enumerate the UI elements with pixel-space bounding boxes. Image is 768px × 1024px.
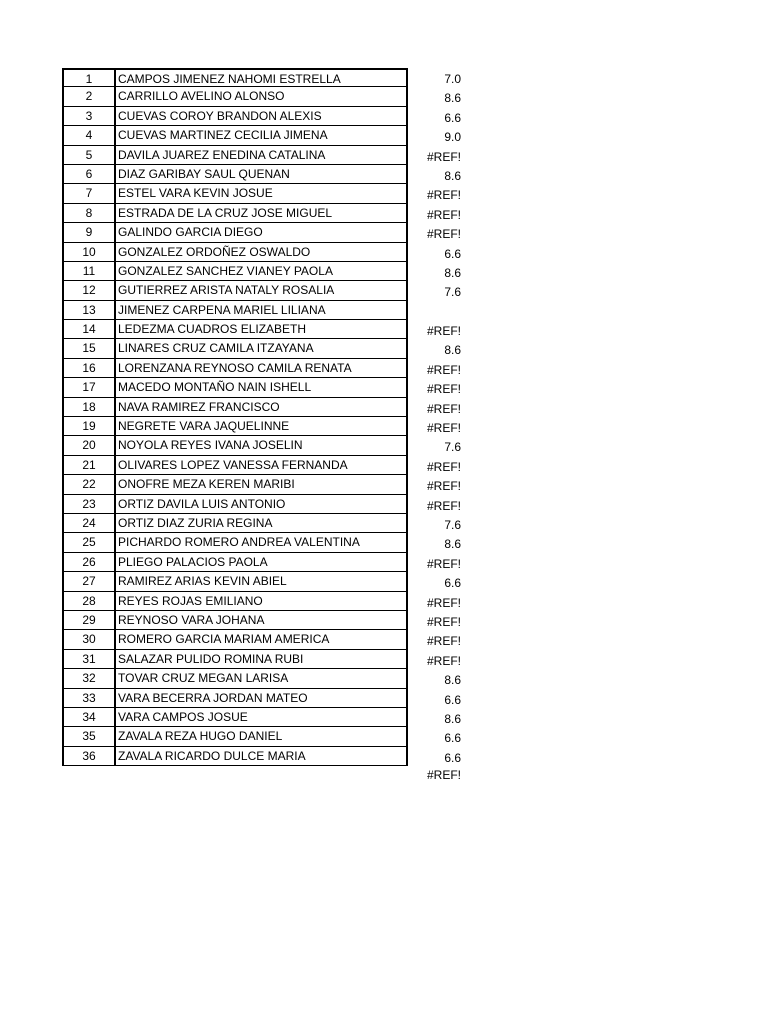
student-name-cell[interactable]: LINARES CRUZ CAMILA ITZAYANA — [116, 339, 408, 358]
student-name-cell[interactable]: CUEVAS MARTINEZ CECILIA JIMENA — [116, 126, 408, 145]
row-number-cell[interactable]: 30 — [62, 630, 116, 649]
student-name-cell[interactable]: NAVA RAMIREZ FRANCISCO — [116, 398, 408, 417]
row-number-cell[interactable]: 28 — [62, 592, 116, 611]
student-row — [62, 398, 462, 417]
student-name-cell[interactable]: TOVAR CRUZ MEGAN LARISA — [116, 669, 408, 688]
student-row — [62, 630, 462, 649]
student-row — [62, 184, 462, 203]
row-number-cell[interactable]: 21 — [62, 456, 116, 475]
row-number-cell[interactable]: 18 — [62, 398, 116, 417]
student-name-cell[interactable]: SALAZAR PULIDO ROMINA RUBI — [116, 650, 408, 669]
grade-cell[interactable] — [408, 301, 461, 320]
row-number-cell[interactable]: 22 — [62, 475, 116, 494]
student-row — [62, 204, 462, 223]
student-name-cell[interactable]: REYNOSO VARA JOHANA — [116, 611, 408, 630]
student-name-cell[interactable]: JIMENEZ CARPENA MARIEL LILIANA — [116, 301, 408, 320]
student-name-cell[interactable]: MACEDO MONTAÑO NAIN ISHELL — [116, 378, 408, 397]
student-row — [62, 223, 462, 242]
row-number-cell[interactable]: 27 — [62, 572, 116, 591]
student-row — [62, 243, 462, 262]
student-name-cell[interactable]: VARA BECERRA JORDAN MATEO — [116, 689, 408, 708]
row-number-cell[interactable]: 11 — [62, 262, 116, 281]
row-number-cell[interactable]: 25 — [62, 533, 116, 552]
row-number-cell[interactable]: 6 — [62, 165, 116, 184]
row-number-cell[interactable]: 24 — [62, 514, 116, 533]
row-number-cell[interactable]: 35 — [62, 727, 116, 746]
grade-cell[interactable]: #REF! — [426, 421, 461, 436]
student-row — [62, 417, 462, 436]
student-row — [62, 165, 462, 184]
student-name-cell[interactable]: LEDEZMA CUADROS ELIZABETH — [116, 320, 408, 339]
grade-cell[interactable]: #REF! — [426, 556, 461, 571]
grade-cell[interactable]: 8.6 — [444, 343, 461, 358]
row-number-cell[interactable]: 14 — [62, 320, 116, 339]
row-number-cell[interactable]: 36 — [62, 747, 116, 766]
student-row — [62, 533, 462, 552]
student-rows — [62, 68, 462, 766]
student-row — [62, 281, 462, 300]
student-row — [62, 301, 462, 320]
student-row — [62, 126, 462, 145]
row-number-cell[interactable]: 19 — [62, 417, 116, 436]
student-name-cell[interactable]: CUEVAS COROY BRANDON ALEXIS — [116, 107, 408, 126]
row-number-cell[interactable]: 4 — [62, 126, 116, 145]
student-name-cell[interactable]: VARA CAMPOS JOSUE — [116, 708, 408, 727]
row-number-cell[interactable]: 31 — [62, 650, 116, 669]
student-row — [62, 68, 462, 87]
student-name-cell[interactable]: CARRILLO AVELINO ALONSO — [116, 87, 408, 106]
grade-cell[interactable]: #REF! — [426, 362, 461, 377]
student-row — [62, 495, 462, 514]
row-number-cell[interactable]: 17 — [62, 378, 116, 397]
student-name-cell[interactable]: CAMPOS JIMENEZ NAHOMI ESTRELLA — [116, 68, 408, 87]
student-row — [62, 553, 462, 572]
row-number-cell[interactable]: 1 — [62, 68, 116, 87]
grade-cell[interactable]: 6.6 — [444, 576, 461, 591]
student-name-cell[interactable]: GONZALEZ SANCHEZ VIANEY PAOLA — [116, 262, 408, 281]
student-row — [62, 339, 462, 358]
student-name-cell[interactable]: LORENZANA REYNOSO CAMILA RENATA — [116, 359, 408, 378]
grade-cell[interactable]: 6.6 — [444, 246, 461, 261]
student-name-cell[interactable]: GUTIERREZ ARISTA NATALY ROSALIA — [116, 281, 408, 300]
student-grade-sheet — [62, 68, 462, 786]
student-row — [62, 456, 462, 475]
student-row — [62, 669, 462, 688]
row-number-cell[interactable]: 9 — [62, 223, 116, 242]
grade-cell[interactable]: 6.6 — [444, 692, 461, 707]
row-number-cell[interactable]: 15 — [62, 339, 116, 358]
row-number-cell[interactable]: 12 — [62, 281, 116, 300]
row-number-cell[interactable]: 8 — [62, 204, 116, 223]
row-number-cell[interactable]: 29 — [62, 611, 116, 630]
grade-cell[interactable]: 8.6 — [444, 711, 461, 726]
grade-cell[interactable]: 6.6 — [444, 750, 461, 765]
student-row — [62, 378, 462, 397]
trailing-row — [62, 766, 462, 786]
grade-cell[interactable]: 7.6 — [444, 517, 461, 532]
grade-cell[interactable]: 8.6 — [444, 91, 461, 106]
student-row — [62, 359, 462, 378]
grade-cell[interactable]: #REF! — [426, 207, 461, 222]
student-row — [62, 107, 462, 126]
student-name-cell[interactable]: DIAZ GARIBAY SAUL QUENAN — [116, 165, 408, 184]
row-number-cell[interactable]: 13 — [62, 301, 116, 320]
student-name-cell[interactable]: ORTIZ DAVILA LUIS ANTONIO — [116, 495, 408, 514]
grade-cell[interactable]: #REF! — [426, 459, 461, 474]
row-number-cell[interactable]: 5 — [62, 146, 116, 165]
student-row — [62, 146, 462, 165]
grade-cell[interactable]: #REF! — [426, 595, 461, 610]
student-row — [62, 708, 462, 727]
grade-cell[interactable]: #REF! — [426, 498, 461, 513]
row-number-cell[interactable]: 34 — [62, 708, 116, 727]
student-name-cell[interactable]: GALINDO GARCIA DIEGO — [116, 223, 408, 242]
student-row — [62, 727, 462, 746]
student-row — [62, 650, 462, 669]
student-name-cell[interactable]: ORTIZ DIAZ ZURIA REGINA — [116, 514, 408, 533]
row-number-cell[interactable]: 7 — [62, 184, 116, 203]
grade-cell[interactable]: #REF! — [426, 401, 461, 416]
grade-cell[interactable]: 7.6 — [444, 440, 461, 455]
row-number-cell[interactable]: 16 — [62, 359, 116, 378]
student-name-cell[interactable]: ONOFRE MEZA KEREN MARIBI — [116, 475, 408, 494]
student-row — [62, 747, 462, 766]
row-number-cell[interactable]: 10 — [62, 243, 116, 262]
grade-cell[interactable]: #REF! — [426, 227, 461, 242]
student-row — [62, 262, 462, 281]
grade-cell[interactable]: 8.6 — [444, 673, 461, 688]
student-row — [62, 689, 462, 708]
row-number-cell[interactable]: 33 — [62, 689, 116, 708]
grade-cell[interactable]: #REF! — [426, 653, 461, 668]
student-name-cell[interactable]: ZAVALA REZA HUGO DANIEL — [116, 727, 408, 746]
student-row — [62, 572, 462, 591]
student-row — [62, 475, 462, 494]
student-name-cell[interactable]: OLIVARES LOPEZ VANESSA FERNANDA — [116, 456, 408, 475]
grade-cell[interactable]: #REF! — [426, 324, 461, 339]
grade-cell[interactable]: #REF! — [426, 634, 461, 649]
grade-cell[interactable]: #REF! — [426, 382, 461, 397]
grade-cell[interactable]: 7.6 — [444, 285, 461, 300]
grade-cell[interactable]: 8.6 — [444, 168, 461, 183]
grade-cell[interactable]: 9.0 — [444, 130, 461, 145]
grade-cell[interactable]: #REF! — [426, 614, 461, 629]
student-row — [62, 592, 462, 611]
student-row — [62, 611, 462, 630]
grade-cell[interactable]: 7.0 — [444, 72, 461, 86]
grade-cell[interactable]: 8.6 — [444, 537, 461, 552]
grade-cell[interactable]: #REF! — [426, 149, 461, 164]
student-name-cell[interactable]: PLIEGO PALACIOS PAOLA — [116, 553, 408, 572]
student-name-cell[interactable]: DAVILA JUAREZ ENEDINA CATALINA — [116, 146, 408, 165]
row-number-cell[interactable]: 32 — [62, 669, 116, 688]
grade-cell[interactable]: #REF! — [426, 188, 461, 203]
row-number-cell[interactable]: 23 — [62, 495, 116, 514]
trailing-grade-cell[interactable]: #REF! — [426, 768, 461, 783]
student-name-cell[interactable]: REYES ROJAS EMILIANO — [116, 592, 408, 611]
student-name-cell[interactable]: NEGRETE VARA JAQUELINNE — [116, 417, 408, 436]
student-row — [62, 514, 462, 533]
grade-cell[interactable]: 6.6 — [444, 731, 461, 746]
student-row — [62, 320, 462, 339]
student-name-cell[interactable]: NOYOLA REYES IVANA JOSELIN — [116, 436, 408, 455]
row-number-cell[interactable]: 2 — [62, 87, 116, 106]
student-row — [62, 436, 462, 455]
student-name-cell[interactable]: ESTRADA DE LA CRUZ JOSE MIGUEL — [116, 204, 408, 223]
grade-cell[interactable]: 8.6 — [444, 265, 461, 280]
grade-cell[interactable]: 6.6 — [444, 110, 461, 125]
grade-cell[interactable]: #REF! — [426, 479, 461, 494]
student-name-cell[interactable]: ESTEL VARA KEVIN JOSUE — [116, 184, 408, 203]
student-row — [62, 87, 462, 106]
student-name-cell[interactable]: PICHARDO ROMERO ANDREA VALENTINA — [116, 533, 408, 552]
row-number-cell[interactable]: 20 — [62, 436, 116, 455]
student-name-cell[interactable]: GONZALEZ ORDOÑEZ OSWALDO — [116, 243, 408, 262]
student-name-cell[interactable]: ROMERO GARCIA MARIAM AMERICA — [116, 630, 408, 649]
student-name-cell[interactable]: ZAVALA RICARDO DULCE MARIA — [116, 747, 408, 766]
student-name-cell[interactable]: RAMIREZ ARIAS KEVIN ABIEL — [116, 572, 408, 591]
row-number-cell[interactable]: 26 — [62, 553, 116, 572]
row-number-cell[interactable]: 3 — [62, 107, 116, 126]
